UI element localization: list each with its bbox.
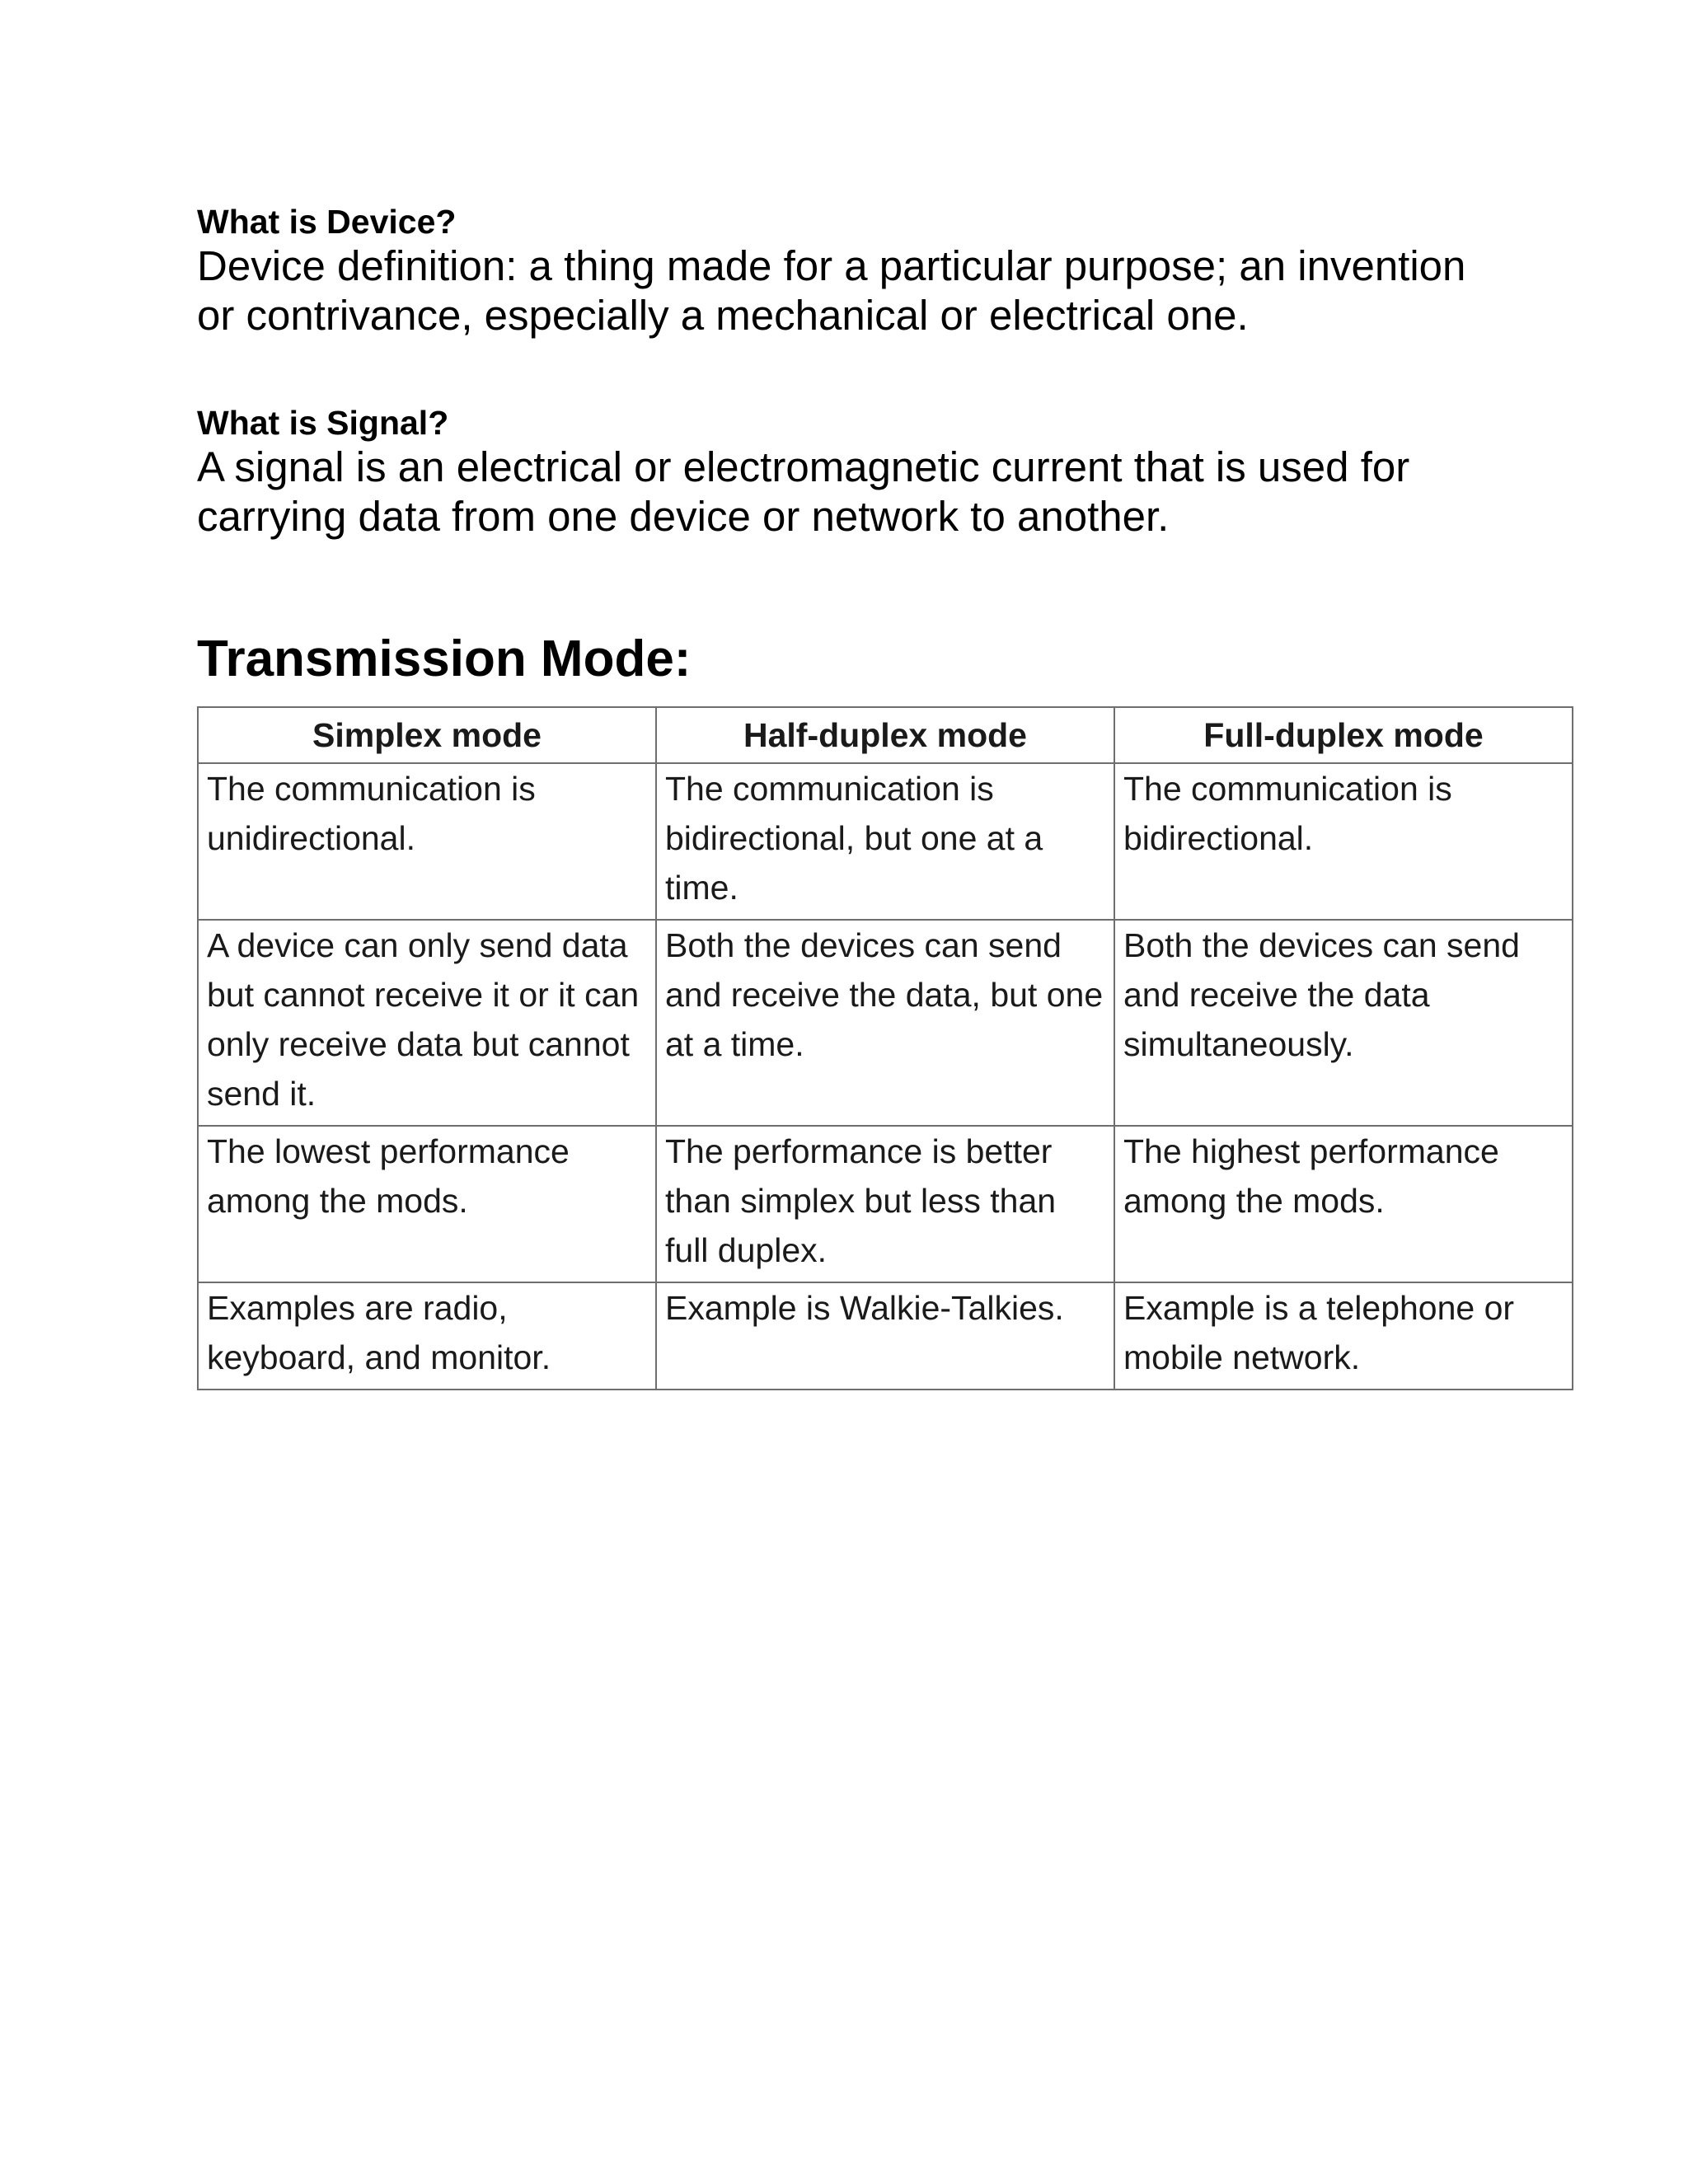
signal-definition: A signal is an electrical or electromagnetic current that is used for carrying data from one device or network to another. [197,443,1410,540]
table-row [198,763,1573,920]
table-cell: The communication is unidirectional. [198,763,656,920]
table-cell: A device can only send data but cannot receive it or it can only receive data but cannot send it. [198,920,656,1126]
table-cell: The lowest performance among the mods. [198,1126,656,1282]
table-cell: The highest performance among the mods. [1114,1126,1573,1282]
table-cell: The performance is better than simplex but less than full duplex. [656,1126,1114,1282]
device-heading: What is Device? [197,203,457,241]
table-cell: Both the devices can send and receive the data simultaneously. [1114,920,1573,1126]
column-header-full-duplex: Full-duplex mode [1114,707,1573,763]
table-cell: The communication is bidirectional. [1114,763,1573,920]
document-page [197,202,1582,1390]
table-cell: The communication is bidirectional, but one at a time. [656,763,1114,920]
table-cell: Example is Walkie-Talkies. [656,1282,1114,1390]
table-cell: Both the devices can send and receive the data, but one at a time. [656,920,1114,1126]
column-header-simplex: Simplex mode [198,707,656,763]
table-cell: Example is a telephone or mobile network. [1114,1282,1573,1390]
transmission-mode-title: Transmission Mode: [197,630,692,687]
transmission-mode-table [197,706,1573,1390]
table-row [198,1126,1573,1282]
device-definition: Device definition: a thing made for a particular purpose; an invention or contrivance, especially a mechanical or electrical one. [197,242,1466,339]
table-header-row [198,707,1573,763]
column-header-half-duplex: Half-duplex mode [656,707,1114,763]
signal-heading: What is Signal? [197,404,449,442]
table-row [198,1282,1573,1390]
table-cell: Examples are radio, keyboard, and monitor. [198,1282,656,1390]
table-row [198,920,1573,1126]
